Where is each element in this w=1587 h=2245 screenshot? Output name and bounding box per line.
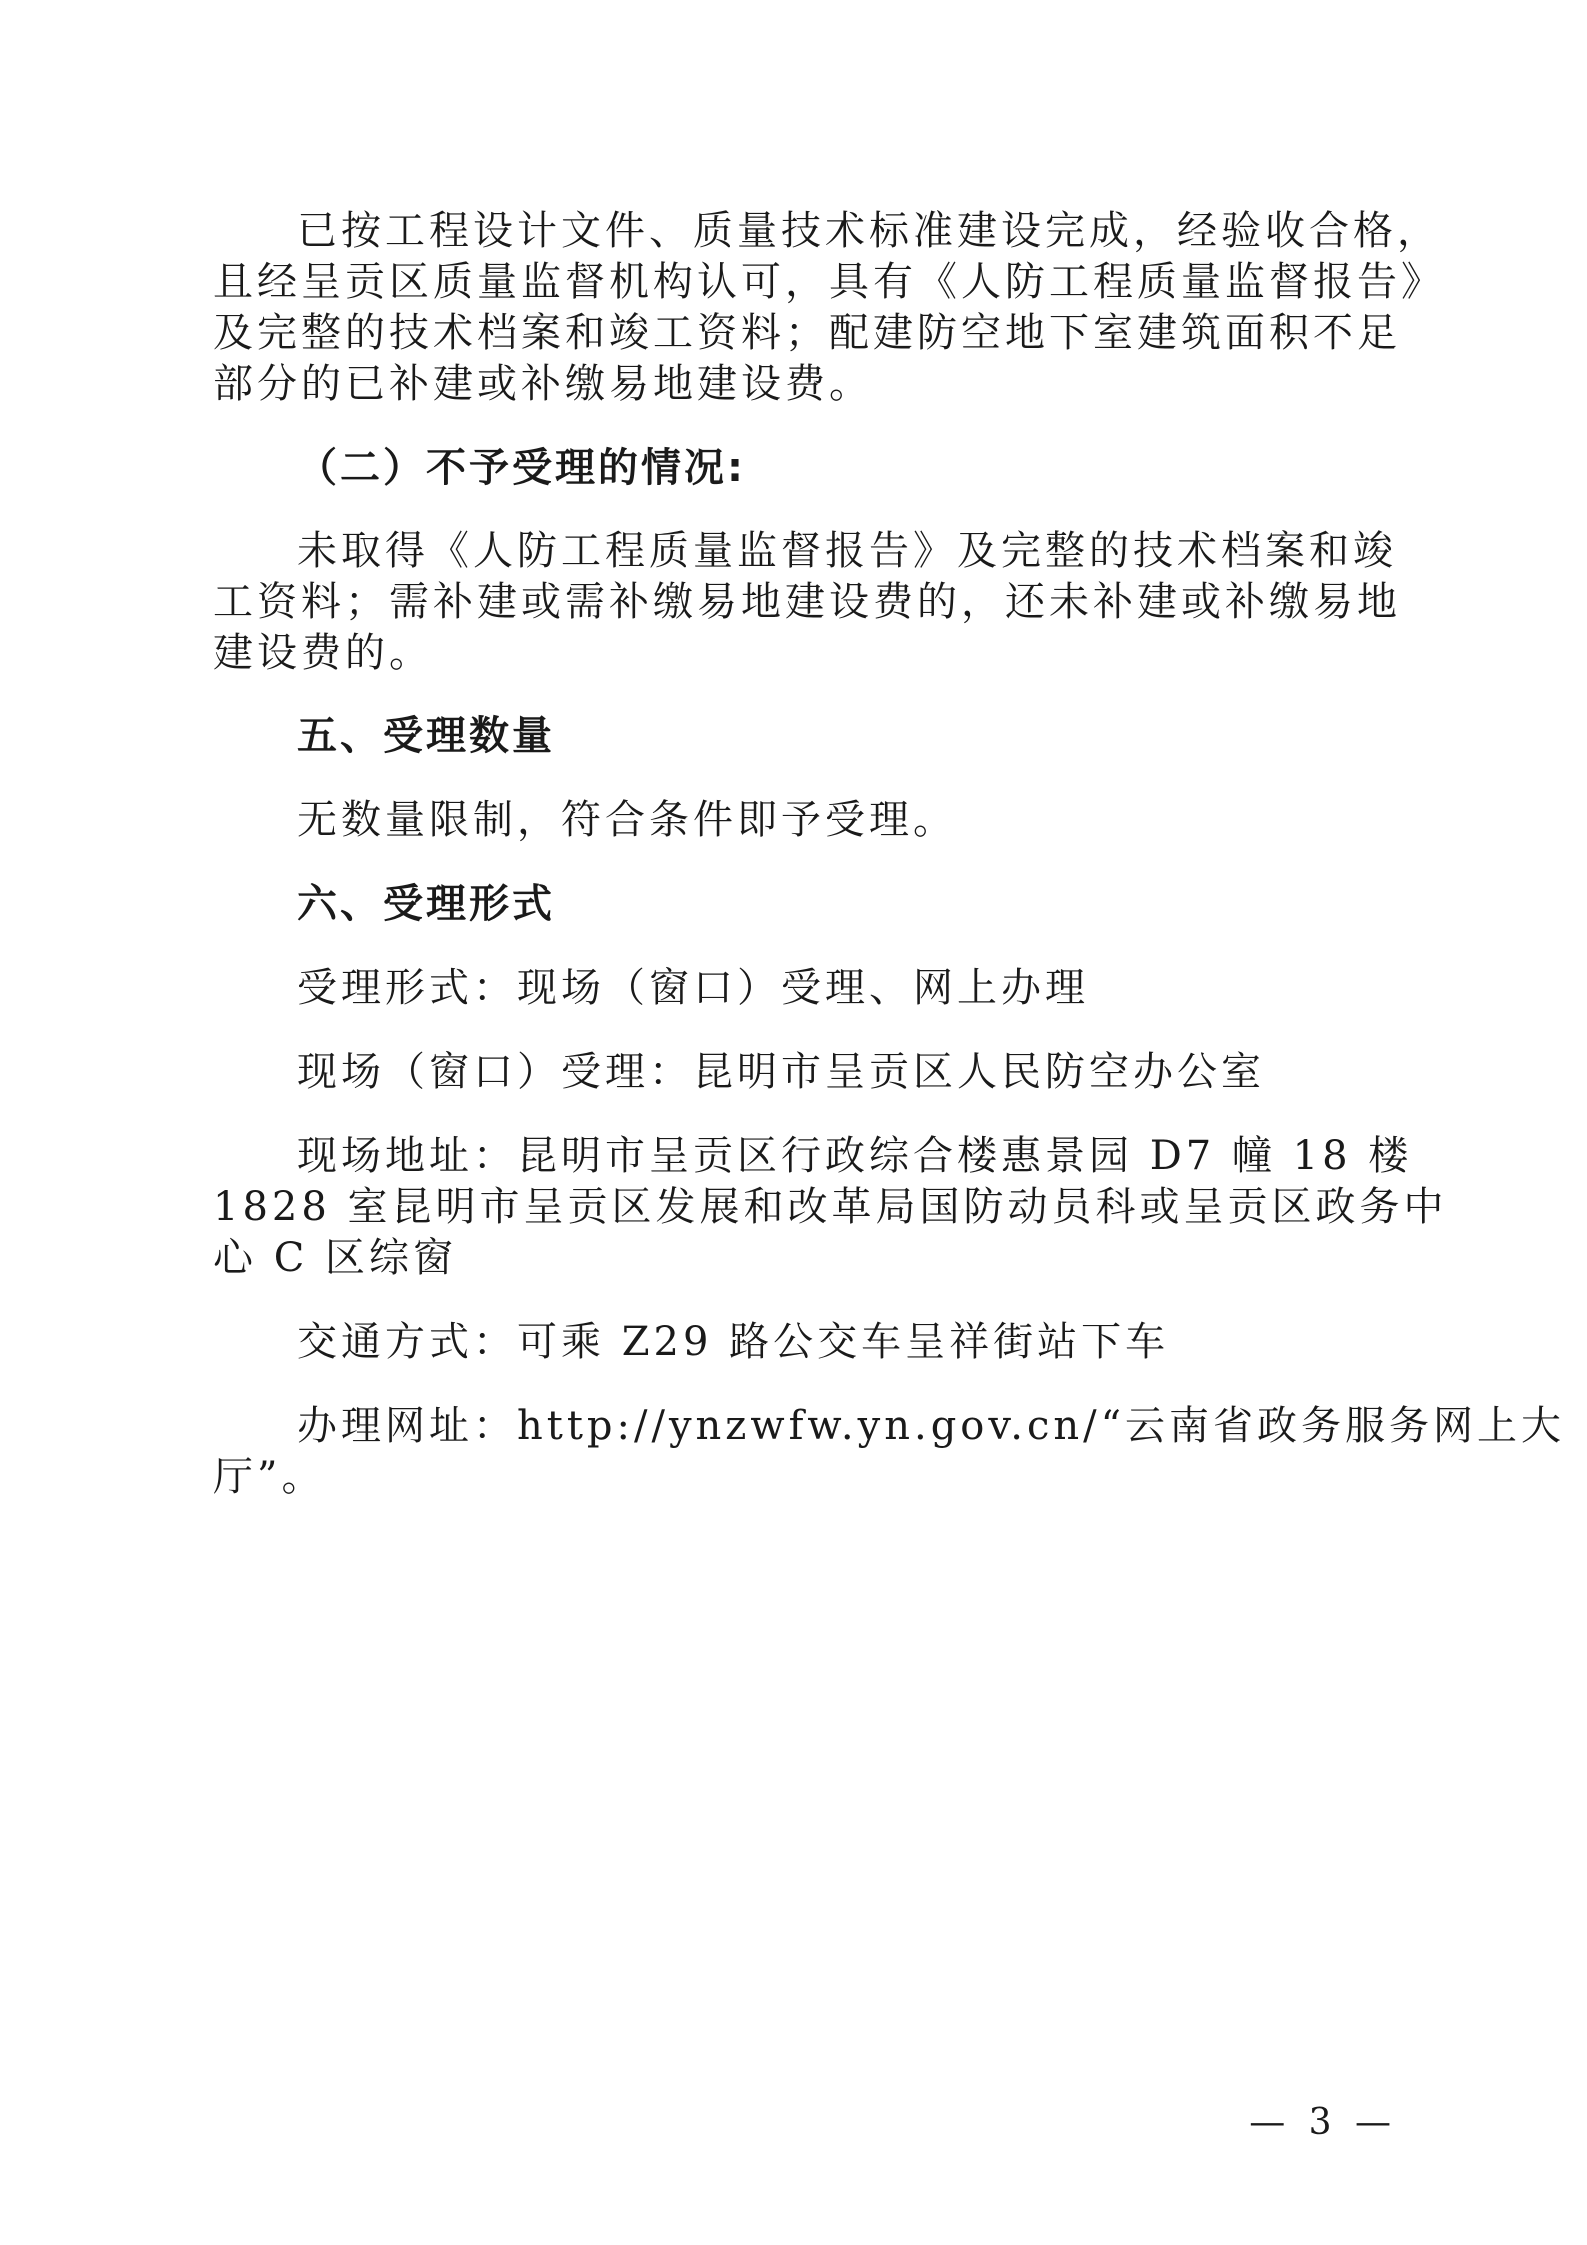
paragraph-line: 心 C 区综窗 <box>213 1235 458 1281</box>
subsection-heading: （二）不予受理的情况: <box>297 445 746 491</box>
paragraph-line: 建设费的。 <box>213 630 433 676</box>
paragraph-line: 且经呈贡区质量监督机构认可，具有《人防工程质量监督报告》 <box>213 259 1445 305</box>
paragraph-line: 及完整的技术档案和竣工资料；配建防空地下室建筑面积不足 <box>213 310 1401 356</box>
paragraph-line: 1828 室昆明市呈贡区发展和改革局国防动员科或呈贡区政务中 <box>213 1184 1448 1230</box>
page-number: — 3 — <box>1249 2102 1397 2143</box>
paragraph-line: 现场（窗口）受理：昆明市呈贡区人民防空办公室 <box>297 1049 1265 1095</box>
paragraph-line: 受理形式：现场（窗口）受理、网上办理 <box>297 965 1089 1011</box>
section-heading: 五、受理数量 <box>297 713 555 759</box>
paragraph-line: 厅”。 <box>213 1454 326 1500</box>
section-heading: 六、受理形式 <box>297 881 555 927</box>
paragraph-line: 未取得《人防工程质量监督报告》及完整的技术档案和竣 <box>297 528 1397 574</box>
paragraph-line: 现场地址：昆明市呈贡区行政综合楼惠景园 D7 幢 18 楼 <box>297 1133 1413 1179</box>
paragraph-line: 部分的已补建或补缴易地建设费。 <box>213 361 873 407</box>
paragraph-line: 无数量限制，符合条件即予受理。 <box>297 797 957 843</box>
paragraph-line: 交通方式：可乘 Z29 路公交车呈祥街站下车 <box>297 1319 1170 1365</box>
paragraph-line: 工资料；需补建或需补缴易地建设费的，还未补建或补缴易地 <box>213 579 1401 625</box>
paragraph-line: 办理网址：http://ynzwfw.yn.gov.cn/“云南省政务服务网上大 <box>297 1403 1566 1449</box>
paragraph-line: 已按工程设计文件、质量技术标准建设完成，经验收合格， <box>297 208 1441 254</box>
